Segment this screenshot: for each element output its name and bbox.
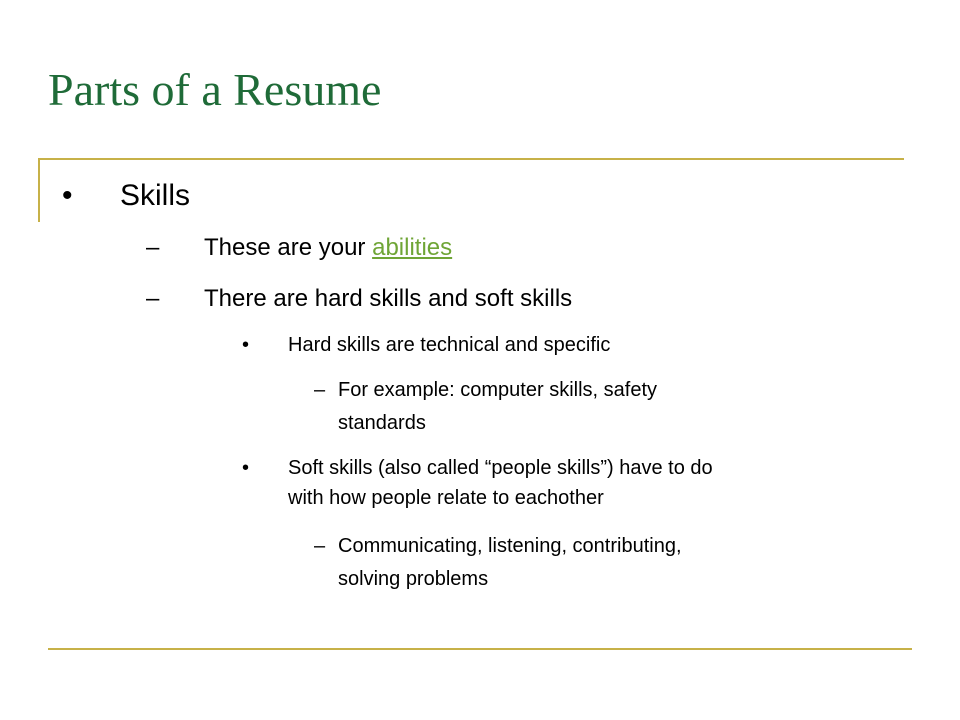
dash-marker: – [146, 234, 160, 261]
abilities-prefix: These are your [204, 234, 373, 261]
abilities-text [204, 233, 452, 263]
dash-marker: – [314, 535, 326, 557]
bottom-rule [48, 648, 912, 650]
soft-example-line2: solving problems [338, 568, 489, 590]
bullet-marker: • [62, 179, 73, 212]
soft-example-line1: Communicating, listening, contributing, [338, 535, 682, 557]
soft-skills-line2: with how people relate to eachother [288, 487, 604, 509]
hard-skills-text: Hard skills are technical and specific [288, 334, 611, 356]
bullet-marker: • [242, 457, 250, 479]
abilities-link[interactable]: abilities [372, 234, 453, 261]
dash-marker: – [314, 379, 326, 401]
bullet-marker: • [242, 334, 250, 356]
left-rule [38, 158, 40, 222]
top-rule [38, 158, 904, 160]
hard-example-line1: For example: computer skills, safety [338, 379, 657, 401]
hard-soft-text: There are hard skills and soft skills [204, 285, 573, 312]
dash-marker: – [146, 285, 160, 312]
slide-title: Parts of a Resume [48, 64, 382, 115]
hard-example-line2: standards [338, 412, 426, 434]
skills-heading: Skills [120, 179, 191, 212]
soft-skills-line1: Soft skills (also called “people skills”) have to do [288, 457, 713, 479]
